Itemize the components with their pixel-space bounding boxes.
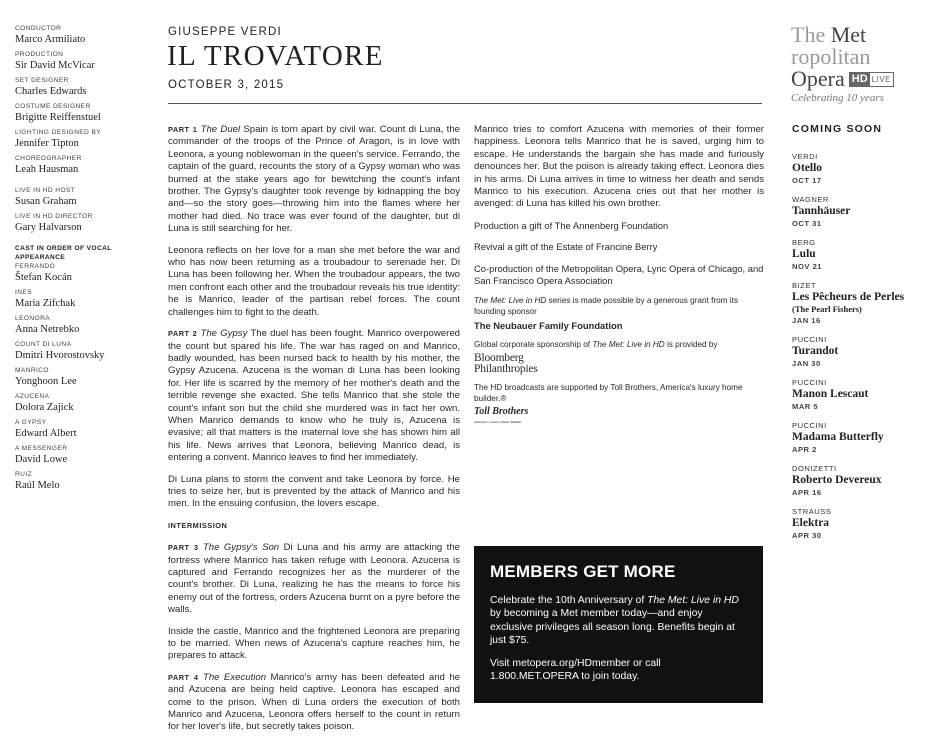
part-label: PART 2 (168, 329, 198, 339)
part-title: The Gypsy's Son (202, 542, 280, 554)
members-series-name: The Met: Live in HD (647, 595, 739, 606)
credit-name: Marco Armiliato (15, 34, 86, 45)
upcoming-show (792, 507, 932, 541)
toll-logo-text: Toll Brothers (474, 405, 529, 417)
cast-role: A GYPSY (15, 419, 47, 426)
toll-brothers-note: The HD broadcasts are supported by Toll Brothers, America's luxury home builder.® (474, 383, 743, 404)
synopsis-paragraph: Manrico tries to comfort Azucena with memories of their former happiness. Leonora tells Manrico that he is saved, urging him to escape. He understands the bargain she has made and furiously denounces her. But the poison is already taking effect. Leonora dies in his arms. Di Luna arrives in time to witness her death and sends Manrico to his execution. Azucena cries out that her mother is avenged: di Luna has killed his own brother. (474, 124, 764, 210)
credit-name: Sir David McVicar (15, 60, 95, 71)
credit-role: LIVE IN HD HOST (15, 187, 76, 194)
composer-name: GIUSEPPE VERDI (168, 26, 282, 38)
credit-role: LIGHTING DESIGNED BY (15, 129, 102, 136)
credit-role: PRODUCTION (15, 51, 64, 58)
show-composer: WAGNER (792, 195, 829, 204)
part-title: The Duel (200, 124, 241, 135)
co-production: Co-production of the Metropolitan Opera, Lyric Opera of Chicago, and San Francisco Opera Association (474, 262, 764, 287)
intermission-label: INTERMISSION (168, 520, 228, 530)
credit-choreographer (15, 154, 155, 176)
synopsis-paragraph: Inside the castle, Manrico and the frightened Leonora are preparing to be married. When news of Azucena's capture reaches him, he prepares to attack. (168, 625, 460, 662)
hd-series-note (474, 296, 764, 318)
cast-role: FERRANDO (15, 263, 56, 270)
bloomberg-line-1: Bloomberg (474, 352, 524, 365)
credit-conductor (15, 24, 155, 46)
synopsis-paragraph: Leonora reflects on her love for a man she met before the war and who has now been returning as a troubadour to serenade her. Di Luna has been following her. When the troubadour appears, the two men confront each other and the troubadour reveals his true identity: he is Manrico, leader of the partisan rebel forces. The count challenges him to fight to the death. (168, 244, 460, 318)
hd-label: HD (851, 72, 868, 85)
coming-soon-list (792, 123, 932, 550)
credit-role: CHOREOGRAPHER (15, 155, 82, 162)
logo-opera: Opera (791, 66, 845, 91)
upcoming-show (792, 421, 932, 455)
neubauer-sponsor: The Neubauer Family Foundation (474, 320, 623, 332)
upcoming-show (792, 152, 932, 186)
show-title: Lulu (792, 248, 816, 260)
synopsis-paragraph (168, 328, 460, 464)
part-title: The Gypsy (200, 328, 248, 340)
cast-name: Maria Zifchak (15, 298, 76, 309)
cast-name: David Lowe (15, 454, 68, 465)
hd-live-badge (849, 72, 894, 87)
members-body (490, 594, 747, 648)
cast-name: Anna Netrebko (15, 324, 80, 335)
logo-the: The (791, 22, 831, 47)
synopsis-paragraph (168, 672, 460, 734)
series-name: The Met: Live in HD (592, 340, 665, 350)
revival-gift: Revival a gift of the Estate of Francine Berry (474, 241, 658, 253)
cast-name: Štefan Kocán (15, 272, 72, 283)
page-title: IL TROVATORE (167, 40, 384, 72)
header-divider (168, 103, 762, 104)
credit-name: Brigitte Reiffenstuel (15, 112, 101, 123)
show-date: APR 16 (792, 488, 822, 497)
show-composer: VERDI (792, 152, 818, 161)
cast-role: MANRICO (15, 367, 49, 374)
show-title: Tannhäuser (792, 205, 851, 217)
toll-brothers-logo (474, 407, 764, 427)
cast-member (15, 314, 155, 336)
part-label: PART 1 (168, 125, 198, 134)
part-label: PART 4 (168, 672, 199, 682)
credit-name: Jennifer Tipton (15, 138, 79, 149)
cast-role: COUNT DI LUNA (15, 341, 72, 348)
cast-member (15, 470, 155, 492)
show-date: APR 30 (792, 531, 822, 540)
global-note-pre: Global corporate sponsorship of (474, 340, 593, 350)
cast-member (15, 288, 155, 310)
part-text: The duel has been fought. Manrico overpowered the count but spared his life. The war has raged on and Manrico, badly wounded, has been nursed back to health by his mother, the Gypsy Azucena. Azucena is the woman di Luna has been looking for. Her life is scarred by the memory of her mother's death and the terrible revenge she exacted. She tells Manrico that she stole the count's infant son but the child she murdered was in fact her own. When Manrico demands to know who he truly is, Azucena is evasive; all that matters is the maternal love she has shown him all his life. News arrives that Leonora, believing Manrico dead, is entering a convent. Manrico leaves to find her immediately. (168, 328, 460, 464)
part-text: Di Luna and his army are attacking the fortress where Manrico has taken refuge with Leonora. Azucena is captured and Ferrando recognizes her as the murderer of the count's brother. Di Luna, realizing he has the means to force his enemy out of the fortress, orders Azucena burnt on a pyre before the walls. (168, 542, 461, 616)
show-date: NOV 21 (792, 262, 823, 271)
show-composer: DONIZETTI (792, 464, 837, 473)
upcoming-show (792, 195, 932, 229)
cast-name: Raúl Melo (15, 480, 60, 491)
credit-set-designer (15, 76, 155, 98)
credit-lighting-designer (15, 128, 155, 150)
credit-name: Gary Halvarson (15, 222, 82, 233)
cast-role: INES (15, 289, 32, 296)
members-body-post: by becoming a Met member today—and enjoy exclusive privileges all season long. Benefits begin at just $75. (490, 608, 735, 647)
show-title: Otello (792, 162, 823, 174)
cast-heading: CAST IN ORDER OF VOCAL APPEARANCE (15, 245, 112, 261)
show-title: Elektra (792, 517, 830, 529)
credit-name: Charles Edwards (15, 86, 87, 97)
credit-role: LIVE IN HD DIRECTOR (15, 213, 93, 220)
show-date: OCT 17 (792, 176, 822, 185)
cast-member (15, 262, 155, 284)
logo-line-2: ropolitan (791, 44, 871, 69)
cast-member (15, 392, 155, 414)
performance-date: OCTOBER 3, 2015 (168, 79, 285, 91)
members-contact[interactable]: Visit metopera.org/HDmember or call 1.800.MET.OPERA to join today. (490, 657, 661, 683)
show-date: OCT 31 (792, 219, 822, 228)
part-text: Spain is torn apart by civil war. Count di Luna, the commander of the troops of the Prince of Aragon, is in love with Leonora, a young noblewoman in the queen's service. Ferrando, the captain of the guard, recounts the story of a Gypsy woman who was burned at the stake years ago for bewitching the count's infant brother. The Gypsy's daughter took revenge by kidnapping the boy and—so the story goes—throwing him into the flames where her mother had died. No trace was ever found of the daughter, but di Luna is still searching for her. (168, 124, 460, 235)
show-date: MAR 5 (792, 402, 819, 411)
credit-name: Leah Hausman (15, 164, 79, 175)
cast-name: Edward Albert (15, 428, 77, 439)
part-title: The Execution (202, 671, 267, 683)
credits-column (15, 24, 155, 496)
show-title: Manon Lescaut (792, 388, 869, 400)
coming-soon-heading: COMING SOON (792, 123, 883, 135)
upcoming-show (792, 378, 932, 412)
synopsis-column-2 (474, 124, 764, 427)
show-date: JAN 16 (792, 316, 821, 325)
part-label: PART 3 (168, 543, 199, 553)
show-title: Les Pêcheurs de Perles (792, 291, 905, 303)
upcoming-show (792, 281, 932, 326)
credit-name: Susan Graham (15, 196, 77, 207)
show-title: Madama Butterfly (792, 431, 884, 443)
upcoming-show (792, 335, 932, 369)
series-name: The Met: Live in HD (474, 296, 547, 306)
part-text: Manrico's army has been defeated and he and Azucena are being held captive. Leonora has escaped and come to the prison. When di Luna orders the execution of both Manrico and Azucena, Leonora offers herself to the count in return for her lover's life, but secretly takes poison. (168, 671, 460, 733)
bloomberg-logo (474, 353, 764, 375)
live-label: LIVE (871, 74, 891, 84)
cast-member (15, 340, 155, 362)
show-composer: BIZET (792, 281, 817, 290)
credit-role: SET DESIGNER (15, 77, 69, 84)
show-composer: PUCCINI (792, 335, 827, 344)
logo-met: Met (830, 22, 867, 47)
cast-role: AZUCENA (15, 393, 50, 400)
credit-hd-director (15, 212, 155, 234)
cast-role: A MESSENGER (15, 445, 68, 452)
cast-role: RUIZ (15, 471, 32, 478)
show-composer: BERG (792, 238, 816, 247)
show-date: APR 2 (792, 445, 817, 454)
bloomberg-line-2: Philanthropies (474, 363, 538, 376)
credit-costume-designer (15, 102, 155, 124)
show-composer: STRAUSS (792, 507, 832, 516)
credit-production (15, 50, 155, 72)
logo-line-1 (791, 24, 931, 46)
members-body-pre: Celebrate the 10th Anniversary of (490, 595, 648, 606)
show-title: Turandot (792, 345, 839, 357)
global-sponsorship-note (474, 340, 764, 351)
cast-member (15, 366, 155, 388)
credit-role: CONDUCTOR (15, 25, 62, 32)
upcoming-show (792, 464, 932, 498)
celebrating-tagline: Celebrating 10 years (791, 92, 884, 104)
global-note-post: is provided by (664, 340, 718, 350)
production-gift: Production a gift of The Annenberg Foundation (474, 219, 669, 231)
show-subtitle: (The Pearl Fishers) (792, 304, 862, 314)
series-note-text: series is made possible by a generous grant from its founding sponsor (474, 296, 738, 317)
members-heading: MEMBERS GET MORE (490, 562, 676, 581)
upcoming-show (792, 238, 932, 272)
cast-member (15, 418, 155, 440)
synopsis-column-1 (168, 124, 460, 743)
cast-name: Dmitri Hvorostovsky (15, 350, 105, 361)
cast-role: LEONORA (15, 315, 51, 322)
met-opera-hd-logo (791, 24, 931, 104)
show-title: Roberto Devereux (792, 474, 882, 486)
members-promo-box (474, 546, 763, 703)
credit-hd-host (15, 186, 155, 208)
credit-role: COSTUME DESIGNER (15, 103, 91, 110)
synopsis-paragraph (168, 542, 460, 616)
cast-member (15, 444, 155, 466)
cast-name: Yonghoon Lee (15, 376, 77, 387)
toll-logo-subtitle: America's Luxury Home Builder (474, 419, 522, 424)
show-date: JAN 30 (792, 359, 821, 368)
show-composer: PUCCINI (792, 421, 827, 430)
logo-line-3 (791, 68, 931, 90)
synopsis-paragraph: Di Luna plans to storm the convent and take Leonora by force. He tries to seize her, but is prevented by the attack of Manrico and his men. In the ensuing confusion, the lovers escape. (168, 473, 460, 510)
synopsis-paragraph (168, 124, 460, 236)
cast-name: Dolora Zajick (15, 402, 74, 413)
show-composer: PUCCINI (792, 378, 827, 387)
